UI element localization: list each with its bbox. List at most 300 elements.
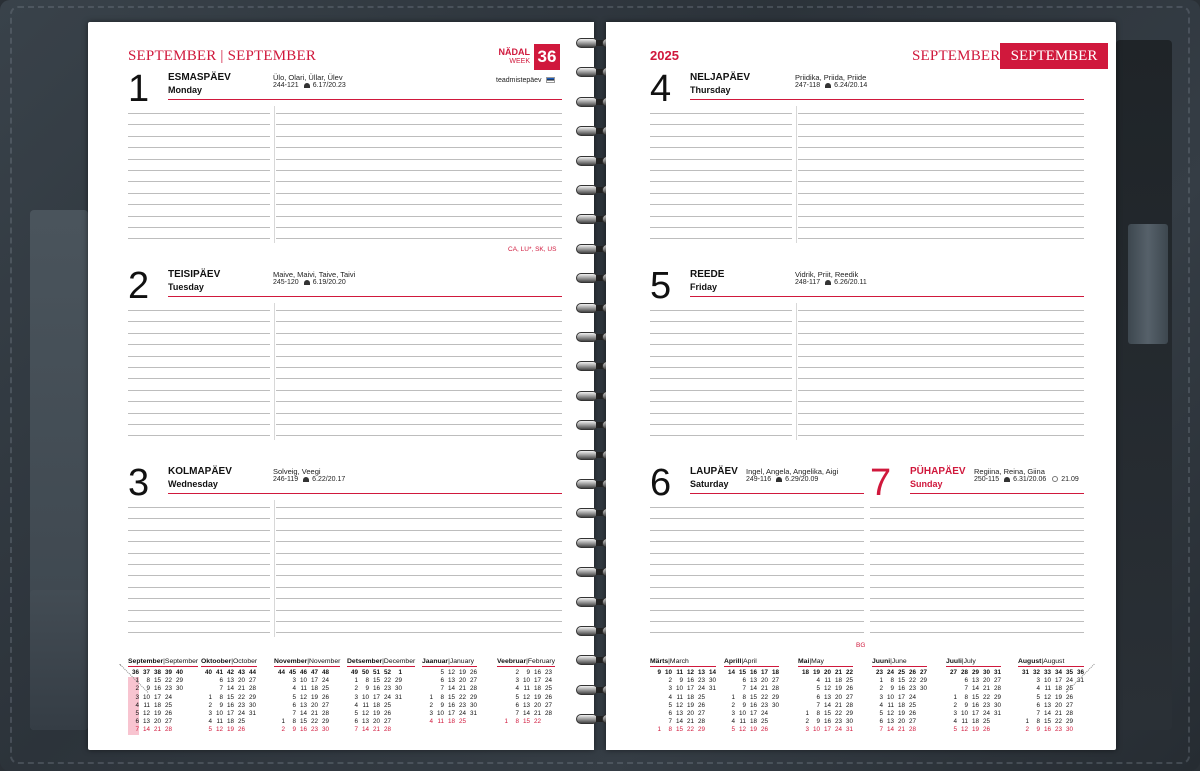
writing-line <box>798 310 1084 311</box>
writing-line <box>798 401 1084 402</box>
mini-day: 23 <box>760 701 768 709</box>
week-num: 18 <box>801 669 809 676</box>
mini-day: 24 <box>834 726 842 734</box>
mini-day: 3 <box>668 685 672 693</box>
writing-line <box>870 541 1084 542</box>
mini-day: 3 <box>515 677 519 685</box>
mini-day: 7 <box>879 726 883 734</box>
mini-day: 15 <box>153 677 161 685</box>
mini-day: 2 <box>208 701 212 709</box>
mini-day: 11 <box>887 701 894 709</box>
mini-day: 12 <box>1043 693 1051 701</box>
day-name-et: REEDE <box>690 269 725 280</box>
mini-day: 1 <box>281 718 285 726</box>
writing-line <box>276 136 562 137</box>
mini-day <box>768 718 779 726</box>
mini-day: 5 <box>128 710 139 718</box>
mini-day <box>274 694 285 702</box>
writing-line <box>650 147 792 148</box>
mini-day: 5 <box>292 693 296 701</box>
mini-day: 22 <box>686 726 694 734</box>
mini-day: 3 <box>1036 677 1040 685</box>
day-stats <box>746 476 818 483</box>
mini-day: 24 <box>237 710 245 718</box>
mini-day: 8 <box>1036 718 1040 726</box>
mini-calendar-title <box>1018 658 1084 667</box>
mini-day: 27 <box>1065 701 1073 709</box>
mini-day: 21 <box>153 726 161 734</box>
day-stats <box>273 82 346 89</box>
mini-day: 16 <box>1043 726 1051 734</box>
mini-title-et: August <box>1018 658 1042 665</box>
mini-row <box>798 685 853 693</box>
mini-day: 8 <box>292 718 296 726</box>
writing-line <box>276 181 562 182</box>
writing-line <box>650 541 864 542</box>
day-header-rule <box>168 296 562 297</box>
day-count: 247-118 <box>795 82 821 89</box>
mini-day: 3 <box>805 726 809 734</box>
column-divider <box>796 106 797 243</box>
coil-left <box>576 567 598 577</box>
moon-time: 21.09 <box>1061 476 1079 483</box>
mini-day: 17 <box>971 710 979 718</box>
month-header-left: SEPTEMBER | SEPTEMBER <box>128 48 317 64</box>
mini-day <box>1018 702 1029 710</box>
mini-day: 11 <box>739 718 746 726</box>
mini-day: 15 <box>299 718 307 726</box>
mini-day: 28 <box>697 718 705 726</box>
mini-day <box>705 726 716 734</box>
mini-day: 5 <box>953 726 957 734</box>
mini-day: 19 <box>153 710 161 718</box>
mini-title-et: Märts <box>650 658 669 665</box>
mini-day: 6 <box>1036 701 1040 709</box>
coil-left <box>576 97 598 107</box>
mini-day: 10 <box>960 710 968 718</box>
mini-day: 23 <box>908 685 916 693</box>
mini-day: 8 <box>964 693 968 701</box>
mini-day: 21 <box>458 685 466 693</box>
mini-day: 5 <box>208 726 212 734</box>
mini-title-en: June <box>891 658 907 665</box>
day-stats <box>974 476 1079 483</box>
name-days: Solveig, Veegi <box>273 467 321 476</box>
mini-calendar <box>497 658 555 726</box>
mini-week-numbers <box>128 669 198 677</box>
mini-title-en: May <box>811 658 824 665</box>
week-num: 13 <box>697 669 705 676</box>
mini-day: 24 <box>164 693 172 701</box>
mini-day: 14 <box>447 685 455 693</box>
week-num: 38 <box>153 669 161 676</box>
mini-day: 4 <box>668 693 672 701</box>
writing-line <box>128 575 270 576</box>
day-header-rule <box>168 99 562 100</box>
mini-row <box>201 710 257 718</box>
writing-line <box>870 587 1084 588</box>
sunrise-sunset: 6.29/20.09 <box>785 476 819 483</box>
week-num: 10 <box>664 669 672 676</box>
mini-day <box>274 685 285 693</box>
day-header-rule <box>690 493 864 494</box>
week-num: 51 <box>372 669 380 676</box>
mini-day: 25 <box>1065 685 1073 693</box>
sunrise-sunset: 6.31/20.06 <box>1013 476 1047 483</box>
mini-day <box>650 710 661 718</box>
day-number: 6 <box>650 462 672 504</box>
mini-day: 15 <box>897 677 905 685</box>
writing-line <box>798 344 1084 345</box>
week-num: 41 <box>215 669 223 676</box>
mini-title-en: January <box>449 658 475 665</box>
mini-day: 29 <box>175 677 183 685</box>
mini-day: 30 <box>993 701 1001 709</box>
mini-row <box>274 677 340 685</box>
day-name-et: PÜHAPÄEV <box>910 466 966 477</box>
mini-row <box>650 694 716 702</box>
writing-line <box>798 159 1084 160</box>
mini-row <box>497 710 555 718</box>
writing-line <box>276 530 562 531</box>
mini-row <box>946 702 1001 710</box>
mini-day: 21 <box>897 726 905 734</box>
mini-day <box>650 685 661 693</box>
mini-day <box>497 677 508 685</box>
mini-day <box>497 702 508 710</box>
day-number: 4 <box>650 68 672 110</box>
mini-week-numbers <box>724 669 779 677</box>
mini-day: 21 <box>310 710 318 718</box>
mini-day: 28 <box>248 685 256 693</box>
writing-line <box>650 507 864 508</box>
mini-row <box>347 694 415 702</box>
mini-day: 11 <box>437 718 444 726</box>
week-number-badge: 36 <box>534 44 560 70</box>
mini-day: 13 <box>749 677 757 685</box>
writing-line <box>128 181 270 182</box>
right-page <box>606 22 1116 750</box>
week-num: 37 <box>142 669 150 676</box>
mini-row <box>201 685 257 693</box>
writing-line <box>870 507 1084 508</box>
mini-day: 27 <box>544 701 552 709</box>
week-num: 29 <box>971 669 979 676</box>
coil-left <box>576 303 598 313</box>
mini-day: 2 <box>429 701 433 709</box>
mini-day: 26 <box>1065 693 1073 701</box>
coil-left <box>576 273 598 283</box>
mini-day: 11 <box>143 701 150 709</box>
mini-day: 24 <box>544 677 552 685</box>
mini-day <box>916 694 927 702</box>
mini-day: 11 <box>216 718 223 726</box>
mini-day: 2 <box>805 718 809 726</box>
mini-day: 19 <box>533 693 541 701</box>
mini-day: 9 <box>526 669 530 676</box>
mini-day: 13 <box>522 701 530 709</box>
writing-line <box>276 356 562 357</box>
mini-day: 19 <box>897 710 905 718</box>
mini-day: 6 <box>440 677 444 685</box>
mini-day: 16 <box>226 701 234 709</box>
mini-day: 17 <box>749 710 757 718</box>
week-num: 40 <box>175 669 183 676</box>
left-pocket-lower <box>30 590 88 730</box>
week-num: 16 <box>749 669 757 676</box>
writing-line <box>276 390 562 391</box>
mini-day: 26 <box>697 701 705 709</box>
week-label <box>492 48 530 66</box>
mini-day: 12 <box>447 669 455 676</box>
mini-day: 10 <box>436 710 444 718</box>
writing-line <box>650 238 792 239</box>
mini-calendar-title <box>946 658 1001 667</box>
writing-line <box>798 113 1084 114</box>
mini-row <box>946 677 1001 685</box>
mini-week-numbers <box>650 669 716 677</box>
mini-row <box>650 702 716 710</box>
mini-day: 29 <box>248 693 256 701</box>
mini-day <box>391 710 402 718</box>
mini-day: 20 <box>372 718 380 726</box>
mini-day <box>1018 677 1029 685</box>
name-days: Ingel, Angela, Angelika, Aigi <box>746 467 839 476</box>
mini-day: 27 <box>697 710 705 718</box>
mini-day: 21 <box>686 718 694 726</box>
mini-day: 23 <box>164 685 172 693</box>
mini-calendar <box>201 658 257 735</box>
mini-day <box>916 726 927 734</box>
week-num: 47 <box>310 669 318 676</box>
right-pocket <box>1116 40 1172 730</box>
writing-line <box>870 553 1084 554</box>
mini-day: 14 <box>971 685 979 693</box>
mini-day: 23 <box>834 718 842 726</box>
week-num: 11 <box>676 669 683 676</box>
mini-day: 4 <box>128 702 139 710</box>
mini-day: 27 <box>164 718 172 726</box>
mini-day: 12 <box>738 726 746 734</box>
mini-row <box>946 726 1001 734</box>
mini-row <box>798 694 853 702</box>
writing-line <box>870 610 1084 611</box>
mini-day: 16 <box>823 718 831 726</box>
mini-day: 2 <box>515 669 519 676</box>
mini-day: 13 <box>142 718 150 726</box>
mini-day: 4 <box>354 701 358 709</box>
mini-day: 6 <box>879 718 883 726</box>
mini-day <box>798 694 809 702</box>
sunrise-sunset: 6.17/20.23 <box>312 82 346 89</box>
mini-day <box>1018 685 1029 693</box>
mini-day: 13 <box>226 677 234 685</box>
coil-left <box>576 67 598 77</box>
mini-day: 31 <box>469 710 477 718</box>
mini-day: 13 <box>675 710 683 718</box>
writing-line <box>128 136 270 137</box>
mini-day: 9 <box>816 718 820 726</box>
writing-line <box>276 541 562 542</box>
writing-line <box>798 193 1084 194</box>
mini-calendar-title <box>650 658 716 667</box>
mini-day: 27 <box>383 718 391 726</box>
mini-day <box>274 710 285 718</box>
writing-line <box>128 310 270 311</box>
writing-line <box>276 564 562 565</box>
week-num: 14 <box>708 669 716 676</box>
holiday-countries: BG <box>856 642 866 649</box>
mini-day: 14 <box>675 718 683 726</box>
mini-title-en: October <box>232 658 258 665</box>
mini-row <box>1018 710 1084 718</box>
mini-day: 29 <box>845 710 853 718</box>
mini-day: 20 <box>533 701 541 709</box>
mini-day <box>650 702 661 710</box>
mini-day: 24 <box>321 677 329 685</box>
writing-line <box>650 413 792 414</box>
mini-day: 23 <box>697 677 705 685</box>
mini-calendar <box>872 658 927 735</box>
mini-day: 15 <box>447 693 455 701</box>
mini-day <box>245 726 256 734</box>
mini-day: 9 <box>292 726 296 734</box>
mini-day: 19 <box>749 726 757 734</box>
mini-day <box>724 677 735 685</box>
mini-day: 8 <box>146 677 150 685</box>
mini-calendar <box>274 658 340 735</box>
coil-left <box>576 391 598 401</box>
mini-day: 19 <box>372 710 380 718</box>
mini-day: 5 <box>879 710 883 718</box>
writing-line <box>128 435 270 436</box>
mini-day: 8 <box>365 677 369 685</box>
mini-day: 20 <box>153 718 161 726</box>
writing-line <box>128 356 270 357</box>
coil-left <box>576 420 598 430</box>
mini-day: 14 <box>299 710 307 718</box>
mini-row <box>274 685 340 693</box>
mini-title-et: November <box>274 658 308 665</box>
day-count: 244-121 <box>273 82 299 89</box>
mini-day: 17 <box>153 693 161 701</box>
mini-day: 1 <box>1025 718 1029 726</box>
mini-week-numbers <box>798 669 853 677</box>
week-num: 36 <box>1076 669 1084 676</box>
mini-row <box>798 702 853 710</box>
mini-day: 20 <box>686 710 694 718</box>
mini-day: 26 <box>321 693 329 701</box>
mini-day: 11 <box>523 685 530 693</box>
mini-day: 19 <box>686 701 694 709</box>
mini-row <box>872 694 927 702</box>
week-num: 33 <box>1043 669 1051 676</box>
writing-line <box>128 621 270 622</box>
writing-line <box>798 238 1084 239</box>
mini-day: 9 <box>440 701 444 709</box>
mini-row <box>946 685 1001 693</box>
mini-day: 18 <box>686 693 694 701</box>
mini-row <box>946 694 1001 702</box>
pen-strap[interactable] <box>1128 224 1168 344</box>
writing-line <box>276 333 562 334</box>
coil-left <box>576 626 598 636</box>
mini-day: 7 <box>1036 710 1040 718</box>
writing-line <box>870 621 1084 622</box>
day-number: 7 <box>870 462 892 504</box>
mini-calendar-title <box>798 658 853 667</box>
mini-day <box>650 677 661 685</box>
mini-day: 29 <box>1065 718 1073 726</box>
writing-line <box>128 204 270 205</box>
week-num: 49 <box>350 669 358 676</box>
writing-line <box>798 136 1084 137</box>
coil-left <box>576 655 598 665</box>
mini-day: 2 <box>1025 726 1029 734</box>
mini-title-en: July <box>963 658 976 665</box>
writing-line <box>128 378 270 379</box>
writing-line <box>650 227 792 228</box>
mini-day: 15 <box>226 693 234 701</box>
week-label-en: WEEK <box>509 58 530 65</box>
mini-day: 3 <box>429 710 433 718</box>
mini-day: 19 <box>1054 693 1062 701</box>
title-separator: | <box>448 658 450 665</box>
mini-day: 13 <box>823 693 831 701</box>
mini-day: 18 <box>372 701 380 709</box>
sunrise-sunset: 6.24/20.14 <box>834 82 868 89</box>
mini-day: 15 <box>1043 718 1051 726</box>
mini-day: 2 <box>128 685 139 693</box>
mini-day: 4 <box>816 677 820 685</box>
mini-day: 18 <box>153 701 161 709</box>
week-num: 36 <box>131 669 139 676</box>
mini-day <box>422 677 433 685</box>
mini-row <box>497 669 555 677</box>
mini-day <box>946 677 957 685</box>
mini-row <box>497 685 555 693</box>
day-number: 2 <box>128 265 150 307</box>
mini-day: 8 <box>742 693 746 701</box>
mini-day <box>274 702 285 710</box>
mini-row <box>798 710 853 718</box>
mini-day: 10 <box>812 726 820 734</box>
writing-line <box>650 344 792 345</box>
writing-line <box>650 216 792 217</box>
mini-day: 7 <box>219 685 223 693</box>
mini-day: 25 <box>760 718 768 726</box>
mini-week-numbers <box>201 669 257 677</box>
coil-left <box>576 479 598 489</box>
mini-day: 28 <box>845 701 853 709</box>
mini-day <box>724 685 735 693</box>
mini-day <box>990 718 1001 726</box>
mini-day: 8 <box>668 726 672 734</box>
mini-day: 2 <box>879 685 883 693</box>
mini-day <box>768 710 779 718</box>
writing-line <box>128 344 270 345</box>
mini-day: 30 <box>1065 726 1073 734</box>
mini-day: 18 <box>1054 685 1062 693</box>
month-et-right: SEPTEMBER <box>912 48 1001 64</box>
mini-day: 29 <box>919 677 927 685</box>
writing-line <box>128 321 270 322</box>
mini-day: 10 <box>738 710 746 718</box>
day-name-et: KOLMAPÄEV <box>168 466 232 477</box>
writing-line <box>650 321 792 322</box>
mini-day: 20 <box>834 693 842 701</box>
year-label: 2025 <box>650 48 679 63</box>
